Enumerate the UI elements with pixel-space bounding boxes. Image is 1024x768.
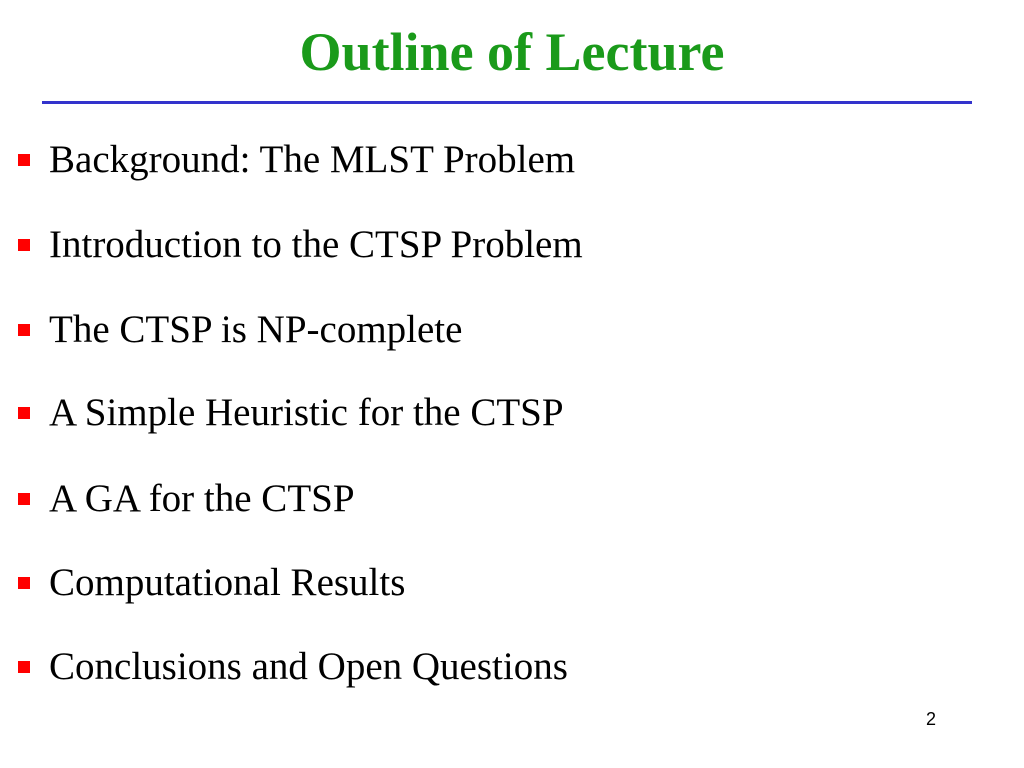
bullet-text: A Simple Heuristic for the CTSP [49, 391, 564, 434]
bullet-text: Computational Results [49, 561, 406, 604]
bullet-text: Introduction to the CTSP Problem [49, 223, 583, 266]
bullet-item [18, 563, 978, 613]
slide-title: Outline of Lecture [299, 22, 725, 82]
bullet-item [18, 140, 978, 190]
square-bullet-icon [18, 239, 30, 251]
page-number: 2 [925, 709, 936, 729]
bullet-text: Background: The MLST Problem [49, 138, 576, 181]
bullet-item [18, 393, 978, 443]
bullet-item [18, 225, 978, 275]
square-bullet-icon [18, 577, 30, 589]
square-bullet-icon [18, 661, 30, 673]
square-bullet-icon [18, 324, 30, 336]
bullet-item [18, 310, 978, 360]
square-bullet-icon [18, 407, 30, 419]
square-bullet-icon [18, 154, 30, 166]
square-bullet-icon [18, 493, 30, 505]
bullet-text: The CTSP is NP-complete [49, 308, 463, 351]
bullet-item [18, 647, 978, 697]
bullet-item [18, 479, 978, 529]
bullet-text: A GA for the CTSP [49, 477, 355, 520]
bullet-text: Conclusions and Open Questions [49, 645, 568, 688]
title-underline [42, 101, 972, 104]
